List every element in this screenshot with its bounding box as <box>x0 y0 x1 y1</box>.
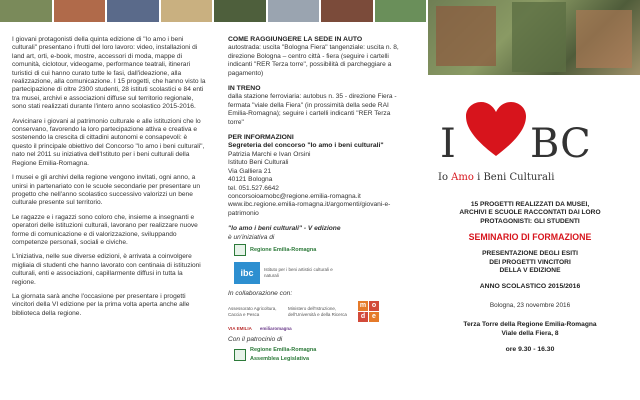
section-title: IN TRENO <box>228 85 261 93</box>
description-line: DELLA V EDIZIONE <box>499 267 561 275</box>
info-column <box>228 36 408 369</box>
rer-logo-text: Regione Emilia-Romagna <box>250 246 317 253</box>
contact-line: Patrizia Marchi e Ivan Orsini <box>228 150 311 158</box>
tagline-part: i Beni Culturali <box>473 172 555 183</box>
photo-figure <box>512 2 566 72</box>
collab-logo-miur: Ministero dell'Istruzione, dell'Università e della Ricerca <box>288 306 347 317</box>
photo <box>321 0 373 22</box>
rer-emblem-icon <box>234 244 246 256</box>
made-letter: d <box>358 312 368 322</box>
initiative-title: "Io amo i beni culturali" - V edizione <box>228 225 341 233</box>
collab-logos-2 <box>228 326 408 332</box>
photo <box>107 0 159 22</box>
ibc-logo <box>234 262 408 284</box>
contact-line: tel. 051.527.6642 <box>228 184 279 192</box>
event-date: Bologna, 23 novembre 2016 <box>489 302 571 310</box>
heart-icon <box>466 102 526 158</box>
description-line: DEI PROGETTI VINCITORI <box>489 258 571 266</box>
photo <box>375 0 427 22</box>
intro-paragraph: I musei e gli archivi della regione vengono invitati, ogni anno, a unirsi in partenariato con le scuole secondarie per presentare un progetto che nell'anno scolastico successivo valorizzi un bene culturale presente sul territorio. <box>12 174 201 207</box>
patronage-title: Con il patrocinio di <box>228 335 283 343</box>
patronage-line: Regione Emilia-Romagna <box>250 347 317 354</box>
emiliaromagna-logo: emiliaromagna <box>259 326 292 332</box>
tagline-amo: Amo <box>451 172 474 183</box>
subtitle-line: PROTAGONISTI: GLI STUDENTI <box>480 217 580 225</box>
intro-column <box>12 36 208 324</box>
patronage-logo-text <box>250 346 316 363</box>
collab-logo-agricoltura: Assessorato Agricoltura, Caccia e Pesca <box>228 306 277 317</box>
section-title: COME RAGGIUNGERE LA SEDE IN AUTO <box>228 36 363 43</box>
subtitle-line: 15 PROGETTI REALIZZATI DA MUSEI, <box>470 201 590 208</box>
subtitle-line: ARCHIVI E SCUOLE RACCONTATI DAI LORO <box>459 209 601 217</box>
intro-paragraph: Avvicinare i giovani al patrimonio culturale e alle istituzioni che lo conservano, favorendo la loro partecipazione attiva e creativa e sostenendo la crescita di cittadini autonomi e consapevoli: è questo il principale obiettivo del Concorso "Io amo i beni culturali", nato nel 2011 su iniziativa dell'Istituto per i beni culturali della Regione Emilia-Romagna. <box>12 117 205 167</box>
section-text: autostrada: uscita "Bologna Fiera" tangenziale: uscita n. 8, direzione Bologna – centro città - fiera (seguire i cartelli indicanti "RER Terza torre", possibilità di parcheggiare a pagamento) <box>228 44 399 77</box>
made-letter: o <box>369 301 379 311</box>
event-type: SEMINARIO DI FORMAZIONE <box>468 232 592 243</box>
via-emilia-logo: VIA EMILIA <box>228 326 252 332</box>
directions-car <box>228 36 408 78</box>
description-line: PRESENTAZIONE DEGLI ESITI <box>482 250 578 258</box>
website-link[interactable]: www.ibc.regione.emilia-romagna.it/argomenti/giovani-e-patrimonio <box>228 201 391 217</box>
photo <box>0 0 52 22</box>
ibc-logo-mark: ibc <box>234 262 260 284</box>
ibc-heart-logo <box>420 100 640 167</box>
venue-line: Viale della Fiera, 8 <box>501 329 559 337</box>
photo <box>214 0 266 22</box>
patronage-line: Assemblea Legislativa <box>250 355 310 362</box>
patronage-logo <box>234 346 408 363</box>
made-letter: m <box>358 301 368 311</box>
photo <box>161 0 213 22</box>
contact-line: Via Galliera 21 <box>228 167 272 175</box>
event-description <box>420 250 640 275</box>
photo <box>54 0 106 22</box>
logo-letter-i: I <box>440 121 456 167</box>
photo-figure <box>436 6 496 66</box>
initiative-subtitle: è un'iniziativa di <box>228 233 275 241</box>
cover-subtitle <box>420 201 640 226</box>
rer-logo <box>234 244 408 256</box>
cover-photo <box>428 0 640 75</box>
rer-emblem-icon <box>234 349 246 361</box>
contact-line: 40121 Bologna <box>228 176 273 184</box>
intro-paragraph: La giornata sarà anche l'occasione per presentare i progetti vincitori della VI edizione per la prima volta aperta anche alle biblioteca della regione. <box>12 292 190 317</box>
school-year: ANNO SCOLASTICO 2015/2016 <box>479 283 581 291</box>
intro-paragraph: I giovani protagonisti della quinta edizione di "Io amo i beni culturali" presentano i frutti del loro lavoro: video, installazioni di land art, orti, e-book, mostre, accessori di moda, mappe di comunità, ciclotour, videogame, performance teatrali, itinerari turistici di cui hanno curato tutte le fasi, dall'ideazione, alla realizzazione, alla comunicazione. I 15 progetti, che hanno visto la partecipazione di oltre 2300 studenti, 28 istituti scolastici e 84 enti tra musei, archivi e associazioni diffuse sul territorio regionale, sono stati realizzati durante l'intero anno scolastico 2015-2016. <box>12 36 206 111</box>
collab-logos <box>228 301 408 322</box>
contact-info <box>228 134 408 218</box>
event-venue <box>420 321 640 338</box>
cover-panel <box>420 100 640 353</box>
photo <box>268 0 320 22</box>
photo-figure <box>576 10 632 68</box>
venue-line: Terza Torre della Regione Emilia-Romagna <box>463 321 597 329</box>
ibc-logo-text: Istituto per i beni artistici culturali e naturali <box>264 267 333 278</box>
intro-paragraph: Le ragazze e i ragazzi sono coloro che, insieme a insegnanti e operatori delle istituzioni culturali, lavorano per realizzare nuove forme di comunicazione e di valorizzazione, sviluppando competenze personali, sociali e civiche. <box>12 213 198 246</box>
section-title: PER INFORMAZIONI <box>228 134 294 142</box>
collab-title: In collaborazione con: <box>228 289 293 297</box>
logo-tagline <box>420 172 640 183</box>
directions-train <box>228 85 408 127</box>
event-time: ore 9.30 - 16.30 <box>505 346 555 354</box>
email-link[interactable]: concorsoioamobc@regione.emilia-romagna.it <box>228 192 361 200</box>
made-logo <box>358 301 380 322</box>
section-text: dalla stazione ferroviaria: autobus n. 35 - direzione Fiera - fermata "viale della Fiera" (in prossimità della sede RAI Emilia-Romagna); seguire i cartelli indicanti "RER Terza torre" <box>228 93 397 126</box>
intro-paragraph: L'iniziativa, nelle sue diverse edizioni, è arrivata a coinvolgere migliaia di studenti che hanno lavorato con centinaia di istituzioni culturali, enti e associazioni, capillarmente diffusi in tutta la regione. <box>12 253 201 286</box>
made-letter: e <box>369 312 379 322</box>
tagline-part: Io <box>438 172 452 183</box>
logo-letters-bc: BC <box>530 121 591 167</box>
contact-line: Segreteria del concorso "Io amo i beni culturali" <box>228 142 384 150</box>
contact-line: Istituto Beni Culturali <box>228 159 289 167</box>
